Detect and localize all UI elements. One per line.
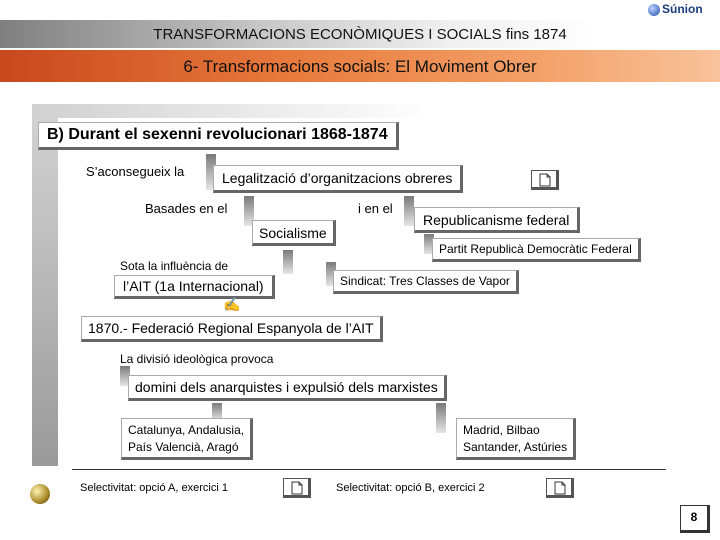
footer-rule xyxy=(72,469,666,470)
box-anarquistes-regions xyxy=(121,418,253,460)
globe-icon xyxy=(648,4,660,16)
regions-line-1: Madrid, Bilbao xyxy=(463,423,540,437)
connector xyxy=(436,403,446,433)
regions-line-2: Santander, Astúries xyxy=(463,440,568,454)
label-sota: Sota la influència de xyxy=(120,259,229,273)
document-icon[interactable] xyxy=(531,170,559,190)
link-selectivitat-b[interactable]: Selectivitat: opció B, exercici 2 xyxy=(336,482,485,494)
label-saconsegueix: S’aconsegueix la xyxy=(86,164,185,179)
page-number: 8 xyxy=(680,505,710,533)
slide-subtitle: 6- Transformacions socials: El Moviment Obrer xyxy=(183,57,537,76)
label-i-en-el: i en el xyxy=(358,201,393,216)
box-legalitzacio: Legalització d’organitzacions obreres xyxy=(213,165,463,193)
quill-icon: ✍ xyxy=(223,296,241,312)
box-federacio: 1870.- Federació Regional Espanyola de l’AIT xyxy=(81,316,383,342)
box-ait: l’AIT (1a Internacional) xyxy=(114,275,275,299)
box-marxistes-regions xyxy=(456,418,576,460)
top-strip xyxy=(32,104,432,118)
regions-line-1: Catalunya, Andalusia, xyxy=(128,423,245,437)
box-republicanisme: Republicanisme federal xyxy=(414,207,580,233)
regions-line-2: País Valencià, Aragó xyxy=(128,440,239,454)
section-title: B) Durant el sexenni revolucionari 1868-1874 xyxy=(38,122,399,150)
box-sindicat: Sindicat: Tres Classes de Vapor xyxy=(333,270,519,294)
logo-text: Súnion xyxy=(662,2,703,16)
link-selectivitat-a[interactable]: Selectivitat: opció A, exercici 1 xyxy=(80,482,228,494)
box-domini: domini dels anarquistes i expulsió dels marxistes xyxy=(128,375,447,401)
sunion-logo xyxy=(648,2,703,16)
box-partit: Partit Republicà Democràtic Federal xyxy=(432,238,641,262)
left-strip xyxy=(32,104,58,466)
label-basades: Basades en el xyxy=(145,201,228,216)
label-divisio: La divisió ideològica provoca xyxy=(120,352,274,366)
connector xyxy=(404,196,414,226)
header-title: TRANSFORMACIONS ECONÒMIQUES I SOCIALS fins 1874 xyxy=(153,26,567,43)
box-socialisme: Socialisme xyxy=(252,220,336,246)
gold-sphere-icon xyxy=(30,484,50,504)
connector xyxy=(283,250,293,274)
document-icon[interactable] xyxy=(283,478,311,498)
document-icon[interactable] xyxy=(546,478,574,498)
